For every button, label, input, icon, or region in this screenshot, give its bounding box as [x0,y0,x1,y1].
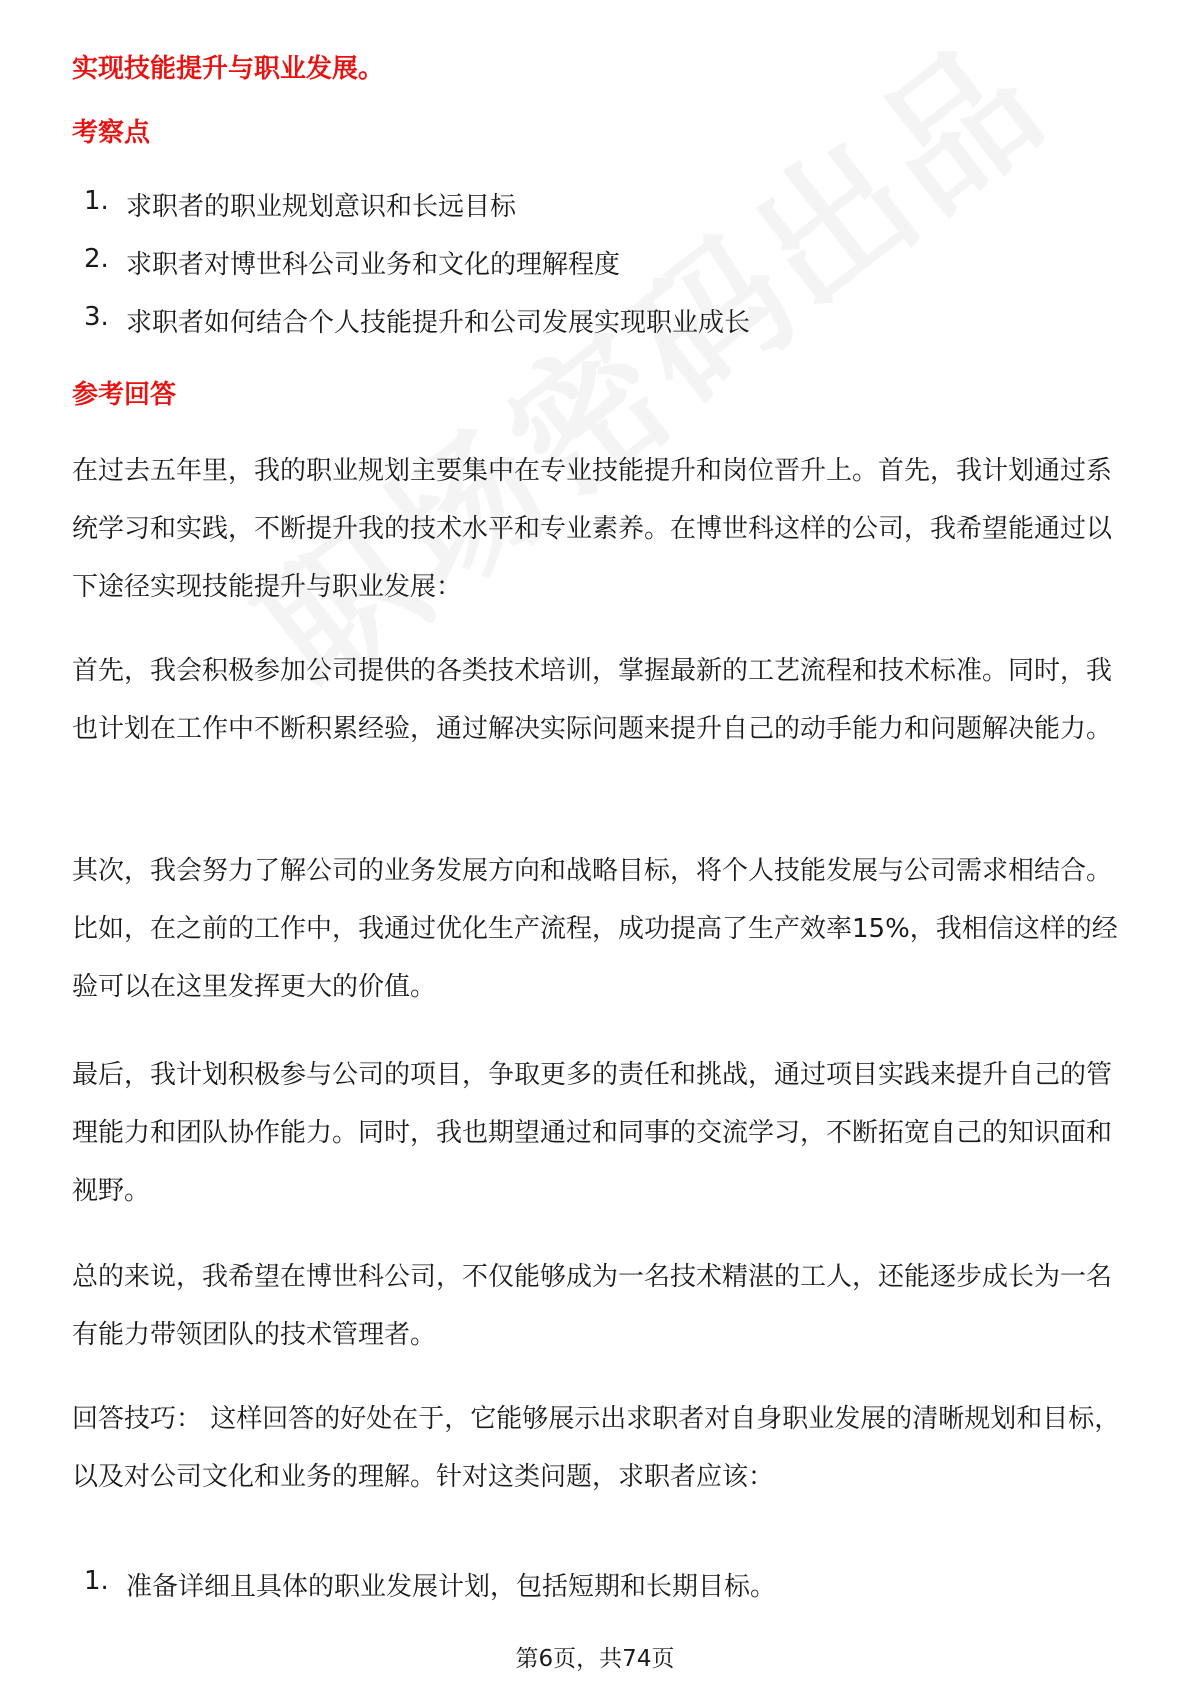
list-item [84,244,750,302]
kcd-list [84,186,750,360]
list-number: 3. [84,302,109,332]
section-heading-kcd: 考察点 [72,118,151,148]
list-item [84,302,750,360]
list-text: 准备详细且具体的职业发展计划，包括短期和长期目标。 [126,1572,777,1602]
list-item [84,1566,776,1624]
list-text: 求职者对博世科公司业务和文化的理解程度 [126,250,621,280]
intro-line: 实现技能提升与职业发展。 [72,54,385,84]
answer-paragraph: 总的来说，我希望在博世科公司，不仅能够成为一名技术精湛的工人，还能逐步成长为一名有能力带领团队的技术管理者。 [72,1262,1113,1350]
list-text: 求职者的职业规划意识和长远目标 [126,192,517,222]
tips-list [84,1566,776,1624]
page-footer: 第6页，共74页 [515,1646,675,1672]
section-heading-ckhd: 参考回答 [72,380,177,410]
list-item [84,186,750,244]
watermark [210,0,1081,730]
tips-paragraph: 回答技巧： 这样回答的好处在于，它能够展示出求职者对自身职业发展的清晰规划和目标，以及对公司文化和业务的理解。针对这类问题，求职者应该： [72,1404,1121,1492]
answer-paragraph: 首先，我会积极参加公司提供的各类技术培训，掌握最新的工艺流程和技术标准。同时，我也计划在工作中不断积累经验，通过解决实际问题来提升自己的动手能力和问题解决能力。 [72,656,1113,744]
answer-paragraph: 其次，我会努力了解公司的业务发展方向和战略目标，将个人技能发展与公司需求相结合。比如，在之前的工作中，我通过优化生产流程，成功提高了生产效率15%，我相信这样的经验可以在这里发挥更大的价值。 [72,856,1118,1002]
answer-paragraph: 最后，我计划积极参与公司的项目，争取更多的责任和挑战，通过项目实践来提升自己的管理能力和团队协作能力。同时，我也期望通过和同事的交流学习，不断拓宽自己的知识面和视野。 [72,1060,1113,1206]
list-number: 1. [84,1566,109,1596]
list-text: 求职者如何结合个人技能提升和公司发展实现职业成长 [126,308,751,338]
list-number: 2. [84,244,109,274]
answer-paragraph: 在过去五年里，我的职业规划主要集中在专业技能提升和岗位晋升上。首先，我计划通过系统学习和实践，不断提升我的技术水平和专业素养。在博世科这样的公司，我希望能通过以下途径实现技能提升与职业发展： [72,456,1113,602]
list-number: 1. [84,186,109,216]
